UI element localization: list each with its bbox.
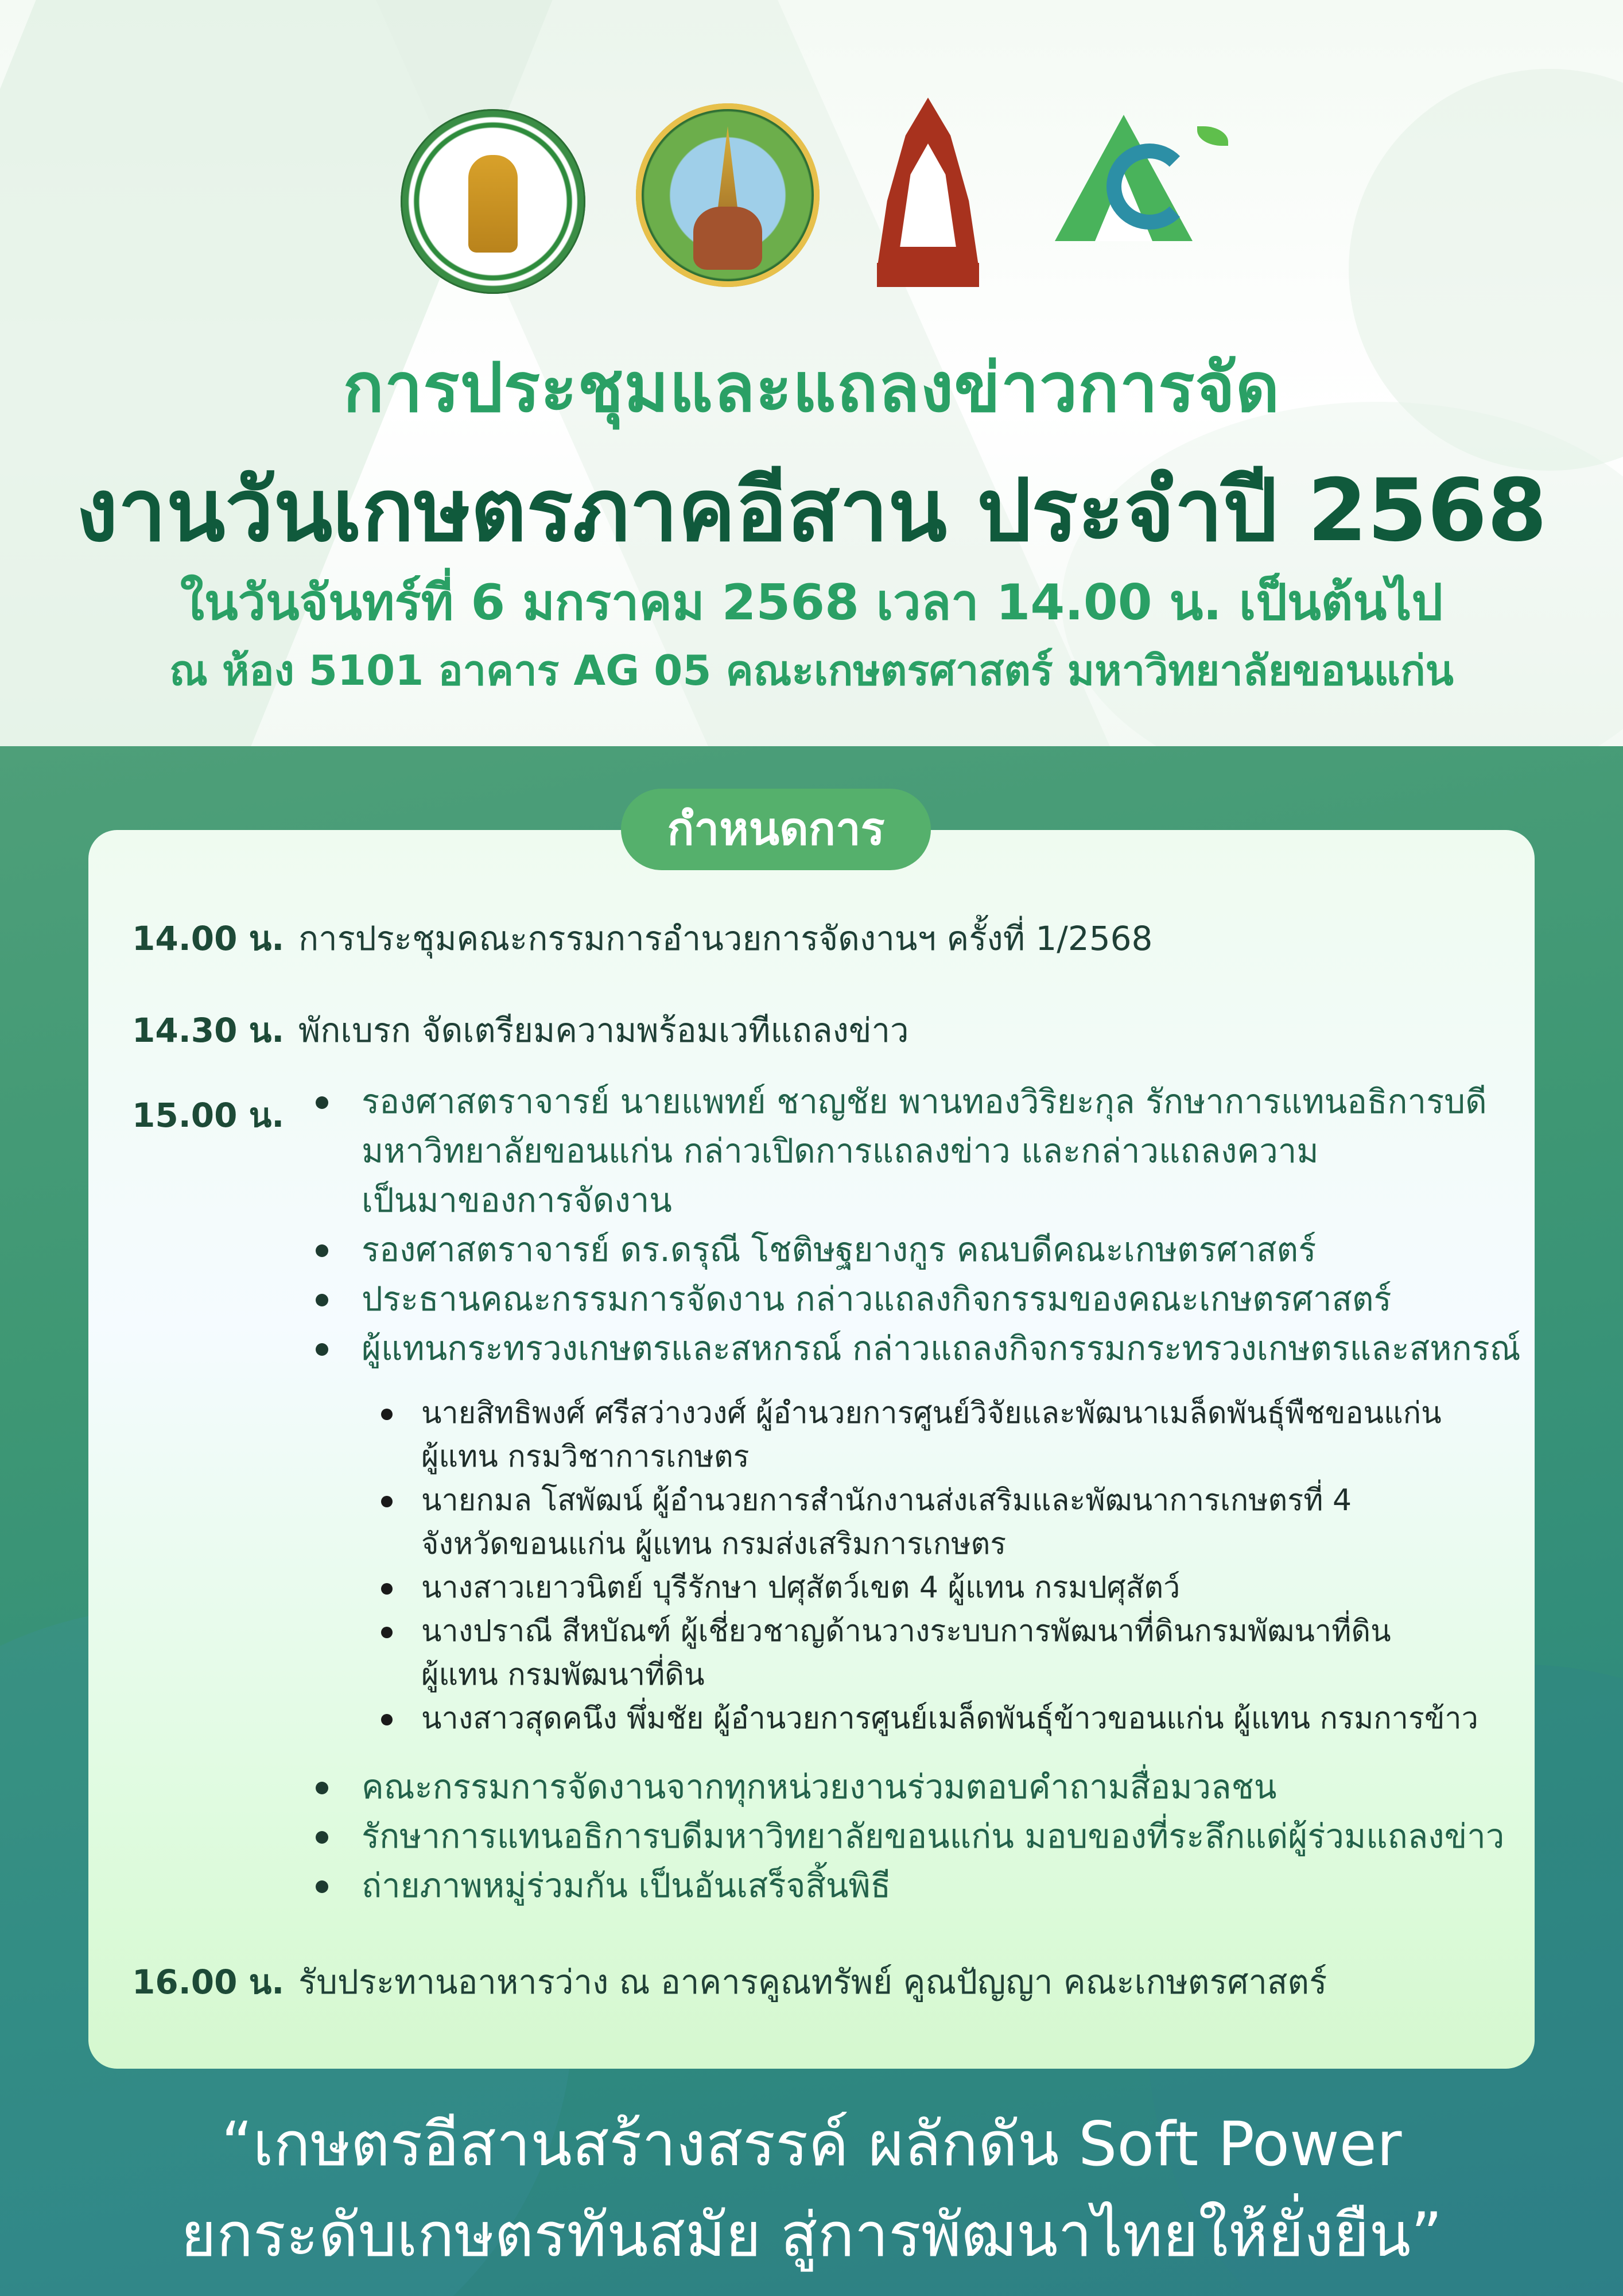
agenda-bullet-list [310,1077,1521,1373]
list-item: นายกมล โสพัฒน์ ผู้อำนวยการสำนักงานส่งเสริมและพัฒนาการเกษตรที่ 4 จังหวัดขอนแก่น ผู้แทน กรมส่งเสริมการเกษตร [373,1479,1478,1566]
ministry-of-agriculture-logo [401,109,585,294]
list-item: นางสาวเยาวนิตย์ บุรีรักษา ปศุสัตว์เขต 4 ผู้แทน กรมปศุสัตว์ [373,1566,1478,1609]
deity-figure-icon [468,155,518,253]
list-item: ผู้แทนกระทรวงเกษตรและสหกรณ์ กล่าวแถลงกิจกรรมกระทรวงเกษตรและสหกรณ์ [310,1324,1521,1373]
slogan-line-1: “เกษตรอีสานสร้างสรรค์ ผลักดัน Soft Power [221,2109,1402,2179]
agenda-description: การประชุมคณะกรรมการอำนวยการจัดงานฯ ครั้งที่ 1/2568 [298,919,1153,958]
agenda-description: พักเบรก จัดเตรียมความพร้อมเวทีแถลงข่าว [298,1011,909,1050]
list-item: คณะกรรมการจัดงานจากทุกหน่วยงานร่วมตอบคำถามสื่อมวลชน [310,1762,1504,1812]
list-item: ประธานคณะกรรมการจัดงาน กล่าวแถลงกิจกรรมของคณะเกษตรศาสตร์ [310,1274,1521,1324]
stupa-icon [709,126,746,218]
list-item: รองศาสตราจารย์ นายแพทย์ ชาญชัย พานทองวิริยะกุล รักษาการแทนอธิการบดี มหาวิทยาลัยขอนแก่น กล่าวเปิดการแถลงข่าว และกล่าวแถลงความ เป็นมาของการจัดงาน [310,1077,1521,1225]
khon-kaen-province-seal [636,103,820,287]
logo-row [0,98,1623,287]
agenda-title-badge: กำหนดการ [621,789,931,870]
event-date-line: ในวันจันทร์ที่ 6 มกราคม 2568 เวลา 14.00 น. เป็นต้นไป [180,574,1443,631]
list-item: นายสิทธิพงศ์ ศรีสว่างวงศ์ ผู้อำนวยการศูนย์วิจัยและพัฒนาเมล็ดพันธุ์พืชขอนแก่น ผู้แทน กรมวิชาการเกษตร [373,1391,1478,1479]
event-venue-line: ณ ห้อง 5101 อาคาร AG 05 คณะเกษตรศาสตร์ มหาวิทยาลัยขอนแก่น [169,646,1454,695]
agenda-bullet-list-2 [310,1762,1504,1910]
rock-icon [693,207,762,270]
list-item: นางปราณี สีหบัณฑ์ ผู้เชี่ยวชาญด้านวางระบบการพัฒนาที่ดินกรมพัฒนาที่ดิน ผู้แทน กรมพัฒนาที่ดิน [373,1609,1478,1697]
agenda-description: รับประทานอาหารว่าง ณ อาคารคูณทรัพย์ คูณปัญญา คณะเกษตรศาสตร์ [298,1963,1327,2002]
list-item: ถ่ายภาพหมู่ร่วมกัน เป็นอันเสร็จสิ้นพิธี [310,1861,1504,1910]
kku-logo-band [877,263,979,287]
khon-kaen-university-logo [877,98,979,287]
agriculture-kku-logo [1043,103,1236,287]
list-item: รักษาการแทนอธิการบดีมหาวิทยาลัยขอนแก่น มอบของที่ระลึกแด่ผู้ร่วมแถลงข่าว [310,1812,1504,1861]
leaf-icon [1197,126,1228,146]
agenda-time: 14.30 น. [132,1011,285,1050]
agenda-time: 15.00 น. [132,1096,285,1135]
agenda-sub-list [373,1391,1478,1740]
ag-letter-g-icon [1106,144,1193,230]
title-line-2: งานวันเกษตรภาคอีสาน ประจำปี 2568 [76,461,1547,561]
list-item: นางสาวสุดคนึง พึ่มชัย ผู้อำนวยการศูนย์เมล็ดพันธุ์ข้าวขอนแก่น ผู้แทน กรมการข้าว [373,1697,1478,1740]
slogan-line-2: ยกระดับเกษตรทันสมัย สู่การพัฒนาไทยให้ยั่งยืน” [180,2200,1443,2270]
title-line-1: การประชุมและแถลงข่าวการจัด [343,348,1280,427]
agenda-time: 16.00 น. [132,1963,285,2002]
agenda-time: 14.00 น. [132,919,285,958]
list-item: รองศาสตราจารย์ ดร.ดรุณี โชติษฐยางกูร คณบดีคณะเกษตรศาสตร์ [310,1225,1521,1274]
